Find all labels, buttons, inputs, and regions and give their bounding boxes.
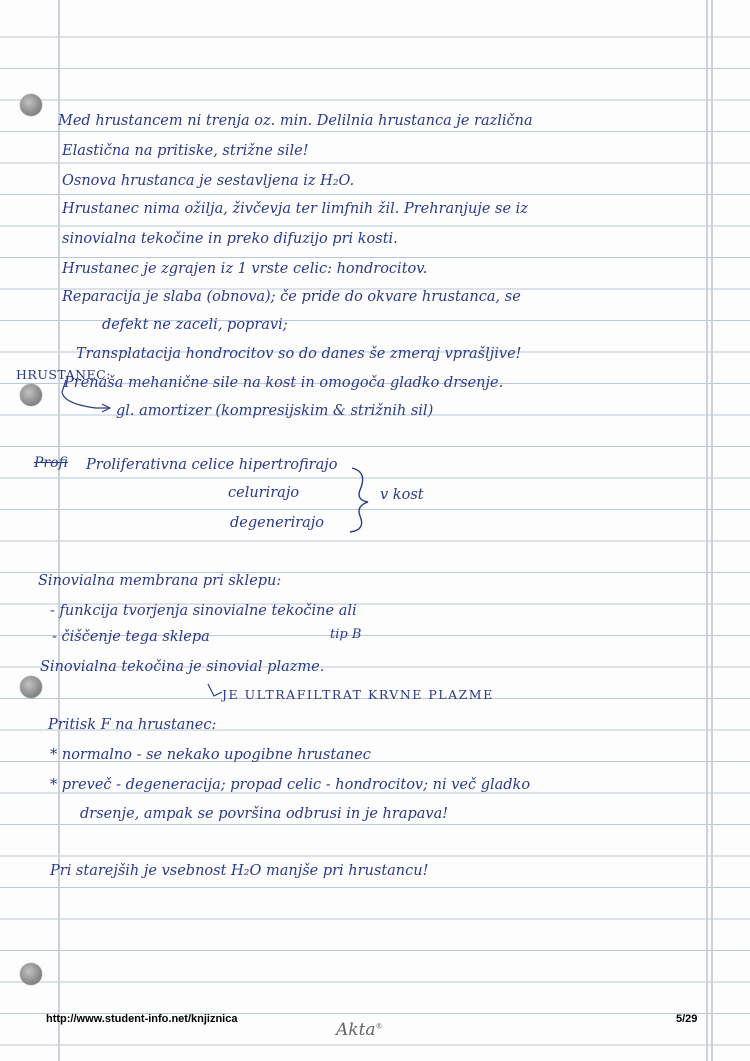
note-line: Med hrustancem ni trenja oz. min. Delilnia hrustanca je različna: [58, 113, 533, 129]
footer-logo-mark: ®: [375, 1022, 383, 1031]
margin-label: HRUSTANEC:: [16, 367, 111, 382]
bracket-mark: [350, 468, 368, 532]
note-line: Osnova hrustanca je sestavljena iz H₂O.: [62, 173, 355, 189]
note-line: Proliferativna celice hipertrofirajo: [86, 457, 338, 473]
note-line: JE ULTRAFILTRAT KRVNE PLAZME: [222, 687, 494, 702]
note-line: Sinovialna membrana pri sklepu:: [38, 573, 282, 589]
footer-url[interactable]: http://www.student-info.net/knjiznica: [46, 1013, 238, 1025]
note-line: Sinovialna tekočina je sinovial plazme.: [40, 659, 325, 675]
note-line: Hrustanec nima ožilja, živčevja ter limfnih žil. Prehranjuje se iz: [62, 201, 528, 217]
note-line: defekt ne zaceli, popravi;: [102, 317, 288, 333]
note-line: sinovialna tekočine in preko difuzijo pri kosti.: [62, 231, 398, 247]
footer-logo: [336, 1020, 383, 1040]
note-line: degenerirajo: [230, 515, 325, 531]
note-line: Hrustanec je zgrajen iz 1 vrste celic: hondrocitov.: [62, 261, 428, 277]
note-line: celurirajo: [228, 485, 300, 501]
note-line: Pri starejših je vsebnost H₂O manjše pri hrustancu!: [50, 863, 429, 879]
note-line: * normalno - se nekako upogibne hrustanec: [50, 747, 371, 763]
note-line: - funkcija tvorjenja sinovialne tekočine ali: [50, 603, 357, 619]
crossed-out-word: Profi: [34, 455, 68, 471]
note-line: Transplatacija hondrocitov so do danes še zmeraj vprašljive!: [76, 346, 522, 362]
note-line: Pritisk F na hrustanec:: [48, 717, 217, 733]
arrow-mark: [62, 380, 108, 408]
note-line: Reparacija je slaba (obnova); če pride do okvare hrustanca, se: [62, 289, 521, 305]
arrow-mark: [208, 684, 222, 696]
note-line: * preveč - degeneracija; propad celic - hondrocitov; ni več gladko: [50, 777, 531, 793]
note-line: - čiščenje tega sklepa: [52, 629, 210, 645]
footer-logo-text: Akta: [336, 1020, 376, 1040]
note-line: drsenje, ampak se površina odbrusi in je hrapava!: [80, 806, 449, 822]
page-number: 5/29: [676, 1013, 698, 1025]
note-line: tip B: [330, 627, 362, 642]
note-line: Prenaša mehanične sile na kost in omogoča gladko drsenje.: [64, 375, 504, 391]
note-line: gl. amortizer (kompresijskim & strižnih sil): [116, 403, 434, 419]
note-line: v kost: [380, 487, 424, 503]
note-line: Elastična na pritiske, strižne sile!: [62, 143, 309, 159]
